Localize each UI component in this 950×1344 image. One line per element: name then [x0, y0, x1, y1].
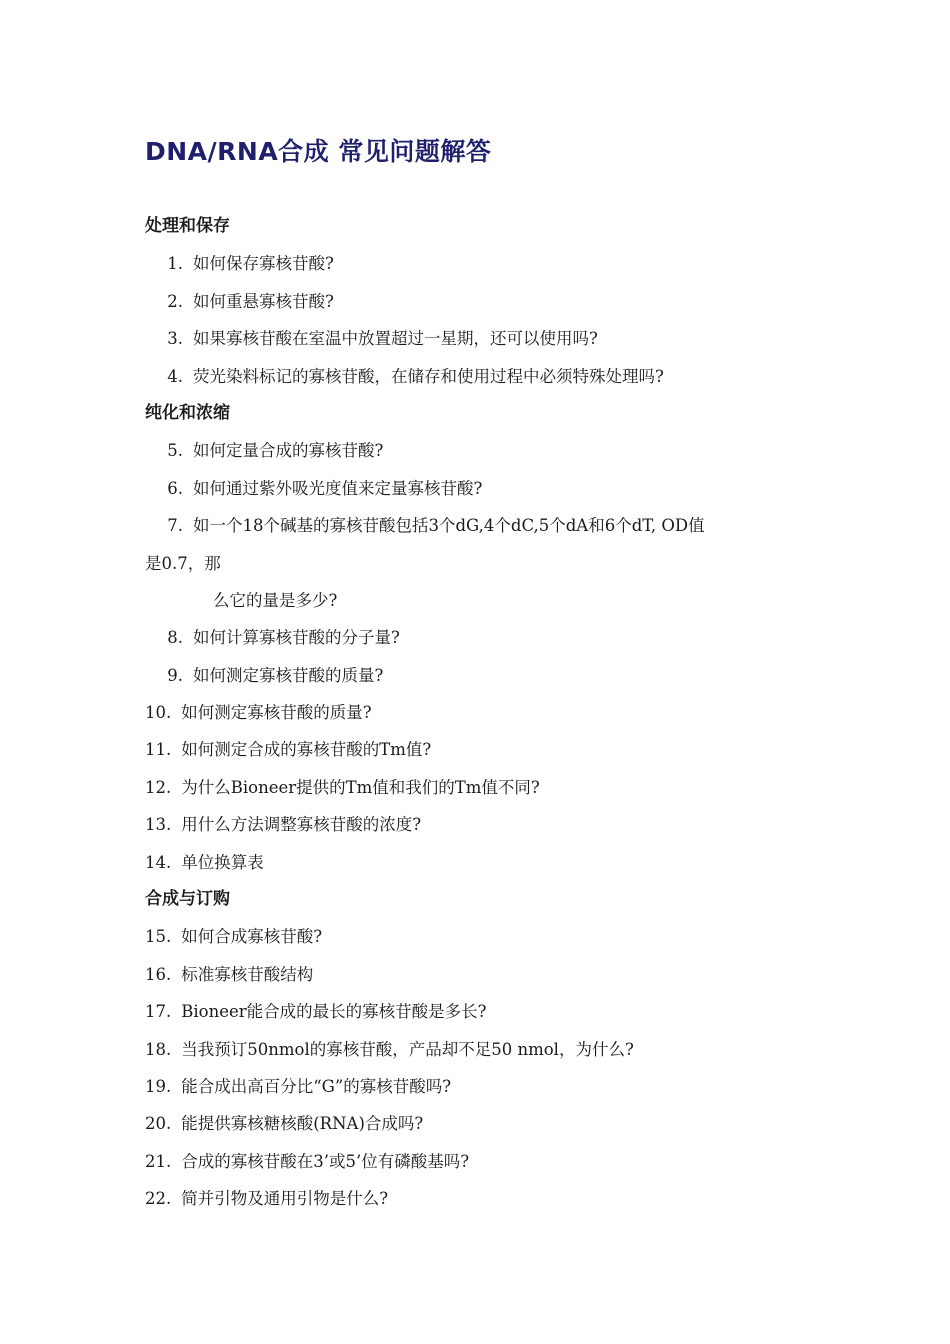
faq-item[interactable]	[145, 918, 815, 955]
item-number: 5.	[167, 441, 183, 461]
item-text: 如何测定寡核苷酸的质量?	[193, 665, 384, 685]
item-number: 11.	[145, 740, 172, 760]
item-text: 能合成出高百分比“G”的寡核苷酸吗?	[181, 1076, 452, 1096]
item-text: 当我预订50nmol的寡核苷酸，产品却不足50 nmol，为什么?	[181, 1039, 634, 1059]
item-text: 如何测定寡核苷酸的质量?	[181, 703, 372, 723]
page-title: DNA/RNA合成 常见问题解答	[145, 137, 492, 166]
item-text: 如何通过紫外吸光度值来定量寡核苷酸?	[193, 478, 483, 498]
item-text: 如何保存寡核苷酸?	[193, 254, 334, 274]
faq-item[interactable]	[145, 731, 815, 768]
item-number: 18.	[145, 1039, 172, 1059]
item-number: 12.	[145, 777, 172, 797]
item-text: Bioneer能合成的最长的寡核苷酸是多长?	[181, 1002, 487, 1022]
item-text: 如果寡核苷酸在室温中放置超过一星期，还可以使用吗?	[193, 329, 598, 349]
faq-item[interactable]	[145, 507, 815, 544]
item-number: 15.	[145, 927, 172, 947]
faq-index	[145, 208, 815, 1218]
item-text: 简并引物及通用引物是什么?	[181, 1189, 389, 1209]
item-text: 如一个18个碱基的寡核苷酸包括3个dG,4个dC,5个dA和6个dT, OD值	[193, 516, 705, 536]
faq-item[interactable]	[145, 1143, 815, 1180]
faq-item[interactable]	[145, 1180, 815, 1217]
faq-item[interactable]	[145, 432, 815, 469]
faq-item[interactable]	[145, 283, 815, 320]
faq-item[interactable]	[145, 245, 815, 282]
faq-item[interactable]	[145, 844, 815, 881]
item-number: 19.	[145, 1076, 172, 1096]
item-number: 6.	[167, 478, 183, 498]
faq-item[interactable]	[145, 993, 815, 1030]
item-number: 21.	[145, 1151, 172, 1171]
faq-item[interactable]	[145, 470, 815, 507]
item-text: 如何测定合成的寡核苷酸的Tm值?	[181, 740, 432, 760]
item-number: 1.	[167, 254, 183, 274]
faq-item[interactable]	[145, 657, 815, 694]
item-number: 16.	[145, 964, 172, 984]
item-text: 能提供寡核糖核酸(RNA)合成吗?	[181, 1114, 424, 1134]
faq-item[interactable]	[145, 806, 815, 843]
item-text: 如何定量合成的寡核苷酸?	[193, 441, 384, 461]
faq-item[interactable]	[145, 1031, 815, 1068]
item-text-wrap: 是0.7，那	[145, 553, 221, 573]
item-text: 标准寡核苷酸结构	[181, 964, 314, 984]
item-text: 如何重悬寡核苷酸?	[193, 291, 334, 311]
item-number: 13.	[145, 815, 172, 835]
item-number: 22.	[145, 1189, 172, 1209]
item-number: 10.	[145, 703, 172, 723]
item-number: 17.	[145, 1002, 172, 1022]
item-text: 为什么Bioneer提供的Tm值和我们的Tm值不同?	[181, 777, 540, 797]
item-number: 3.	[167, 329, 183, 349]
section-heading-purification: 纯化和浓缩	[145, 402, 230, 423]
faq-item[interactable]	[145, 320, 815, 357]
item-text: 用什么方法调整寡核苷酸的浓度?	[181, 815, 422, 835]
item-number: 9.	[167, 665, 183, 685]
item-number: 14.	[145, 852, 172, 872]
faq-item[interactable]	[145, 694, 815, 731]
faq-item[interactable]	[145, 769, 815, 806]
item-number: 7.	[167, 516, 183, 536]
faq-item[interactable]	[145, 358, 815, 395]
faq-item[interactable]	[145, 1105, 815, 1142]
item-text: 荧光染料标记的寡核苷酸，在储存和使用过程中必须特殊处理吗?	[193, 366, 664, 386]
section-heading-handling: 处理和保存	[145, 216, 230, 236]
item-text: 合成的寡核苷酸在3’或5’位有磷酸基吗?	[181, 1151, 470, 1171]
item-text: 单位换算表	[181, 852, 264, 872]
item-number: 4.	[167, 366, 183, 386]
item-number: 20.	[145, 1114, 172, 1134]
item-text: 如何计算寡核苷酸的分子量?	[193, 628, 400, 648]
section-heading-synthesis: 合成与订购	[145, 889, 230, 910]
item-number: 8.	[167, 628, 183, 648]
faq-item[interactable]	[145, 619, 815, 656]
item-text: 如何合成寡核苷酸?	[181, 927, 323, 947]
faq-item[interactable]	[145, 956, 815, 993]
item-text-continuation: 么它的量是多少?	[213, 590, 338, 610]
item-number: 2.	[167, 291, 183, 311]
faq-item[interactable]	[145, 1068, 815, 1105]
